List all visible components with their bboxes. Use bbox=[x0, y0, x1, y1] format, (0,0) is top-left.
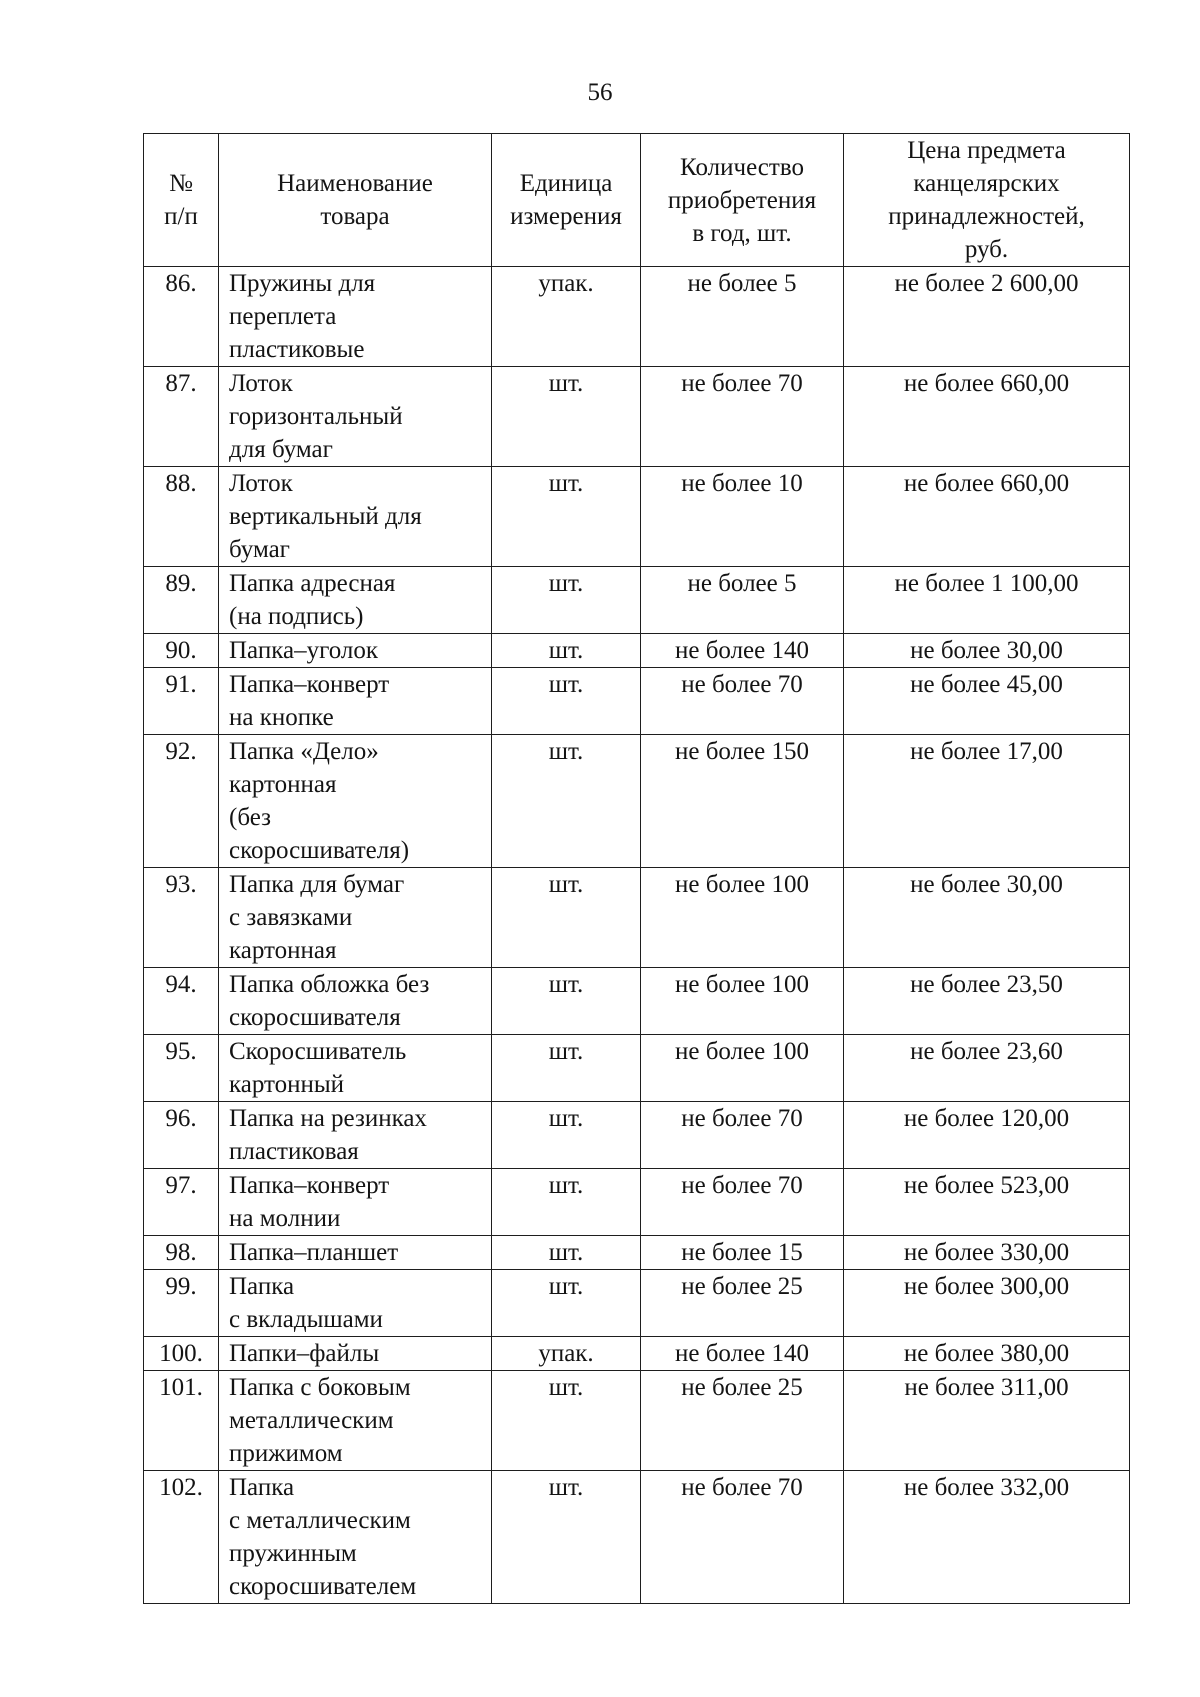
row-number-cell: 96. bbox=[144, 1102, 219, 1169]
price-cell: не более 1 100,00 bbox=[844, 567, 1130, 634]
stationery-table bbox=[143, 133, 1130, 1604]
quantity-cell: не более 25 bbox=[641, 1270, 844, 1337]
table-body bbox=[144, 267, 1130, 1604]
table-row bbox=[144, 968, 1130, 1035]
unit-cell: шт. bbox=[492, 567, 641, 634]
product-name-cell: Лоток вертикальный для бумаг bbox=[219, 467, 492, 567]
row-number-cell: 86. bbox=[144, 267, 219, 367]
price-cell: не более 120,00 bbox=[844, 1102, 1130, 1169]
header-unit: Единица измерения bbox=[492, 134, 641, 267]
quantity-cell: не более 70 bbox=[641, 1471, 844, 1604]
price-cell: не более 660,00 bbox=[844, 367, 1130, 467]
unit-cell: шт. bbox=[492, 1236, 641, 1270]
row-number-cell: 102. bbox=[144, 1471, 219, 1604]
product-name-cell: Папки–файлы bbox=[219, 1337, 492, 1371]
product-name-cell: Папка–конверт на кнопке bbox=[219, 668, 492, 735]
row-number-cell: 88. bbox=[144, 467, 219, 567]
table-row bbox=[144, 668, 1130, 735]
table-row bbox=[144, 1371, 1130, 1471]
unit-cell: шт. bbox=[492, 1270, 641, 1337]
table-row bbox=[144, 267, 1130, 367]
unit-cell: шт. bbox=[492, 668, 641, 735]
header-price: Цена предмета канцелярских принадлежностей, руб. bbox=[844, 134, 1130, 267]
row-number-cell: 94. bbox=[144, 968, 219, 1035]
row-number-cell: 97. bbox=[144, 1169, 219, 1236]
quantity-cell: не более 140 bbox=[641, 1337, 844, 1371]
product-name-cell: Папка–уголок bbox=[219, 634, 492, 668]
product-name-cell: Папка с металлическим пружинным скоросшивателем bbox=[219, 1471, 492, 1604]
unit-cell: шт. bbox=[492, 367, 641, 467]
product-name-cell: Папка «Дело» картонная (без скоросшивателя) bbox=[219, 735, 492, 868]
table-row bbox=[144, 1102, 1130, 1169]
quantity-cell: не более 70 bbox=[641, 1102, 844, 1169]
price-cell: не более 332,00 bbox=[844, 1471, 1130, 1604]
quantity-cell: не более 150 bbox=[641, 735, 844, 868]
product-name-cell: Папка обложка без скоросшивателя bbox=[219, 968, 492, 1035]
unit-cell: шт. bbox=[492, 1035, 641, 1102]
quantity-cell: не более 70 bbox=[641, 367, 844, 467]
unit-cell: шт. bbox=[492, 467, 641, 567]
row-number-cell: 98. bbox=[144, 1236, 219, 1270]
unit-cell: шт. bbox=[492, 1371, 641, 1471]
table-row bbox=[144, 868, 1130, 968]
unit-cell: упак. bbox=[492, 267, 641, 367]
quantity-cell: не более 140 bbox=[641, 634, 844, 668]
price-cell: не более 523,00 bbox=[844, 1169, 1130, 1236]
quantity-cell: не более 70 bbox=[641, 1169, 844, 1236]
page-number: 56 bbox=[587, 79, 613, 106]
product-name-cell: Скоросшиватель картонный bbox=[219, 1035, 492, 1102]
row-number-cell: 100. bbox=[144, 1337, 219, 1371]
product-name-cell: Папка–планшет bbox=[219, 1236, 492, 1270]
price-cell: не более 330,00 bbox=[844, 1236, 1130, 1270]
price-cell: не более 30,00 bbox=[844, 868, 1130, 968]
quantity-cell: не более 100 bbox=[641, 968, 844, 1035]
table-row bbox=[144, 735, 1130, 868]
row-number-cell: 101. bbox=[144, 1371, 219, 1471]
row-number-cell: 90. bbox=[144, 634, 219, 668]
table-row bbox=[144, 1337, 1130, 1371]
quantity-cell: не более 100 bbox=[641, 868, 844, 968]
price-cell: не более 17,00 bbox=[844, 735, 1130, 868]
price-cell: не более 660,00 bbox=[844, 467, 1130, 567]
product-name-cell: Лоток горизонтальный для бумаг bbox=[219, 367, 492, 467]
unit-cell: упак. bbox=[492, 1337, 641, 1371]
product-name-cell: Папка адресная (на подпись) bbox=[219, 567, 492, 634]
unit-cell: шт. bbox=[492, 868, 641, 968]
header-qty: Количество приобретения в год, шт. bbox=[641, 134, 844, 267]
row-number-cell: 87. bbox=[144, 367, 219, 467]
quantity-cell: не более 25 bbox=[641, 1371, 844, 1471]
table-row bbox=[144, 1169, 1130, 1236]
unit-cell: шт. bbox=[492, 1471, 641, 1604]
row-number-cell: 92. bbox=[144, 735, 219, 868]
quantity-cell: не более 5 bbox=[641, 267, 844, 367]
quantity-cell: не более 5 bbox=[641, 567, 844, 634]
header-name: Наименование товара bbox=[219, 134, 492, 267]
row-number-cell: 99. bbox=[144, 1270, 219, 1337]
price-cell: не более 300,00 bbox=[844, 1270, 1130, 1337]
product-name-cell: Папка на резинках пластиковая bbox=[219, 1102, 492, 1169]
table-row bbox=[144, 1035, 1130, 1102]
table-row bbox=[144, 1236, 1130, 1270]
unit-cell: шт. bbox=[492, 968, 641, 1035]
row-number-cell: 93. bbox=[144, 868, 219, 968]
table-row bbox=[144, 567, 1130, 634]
row-number-cell: 91. bbox=[144, 668, 219, 735]
product-name-cell: Папка для бумаг с завязками картонная bbox=[219, 868, 492, 968]
row-number-cell: 95. bbox=[144, 1035, 219, 1102]
table-row bbox=[144, 634, 1130, 668]
unit-cell: шт. bbox=[492, 1169, 641, 1236]
unit-cell: шт. bbox=[492, 735, 641, 868]
table-header-row bbox=[144, 134, 1130, 267]
product-name-cell: Папка с боковым металлическим прижимом bbox=[219, 1371, 492, 1471]
table-row bbox=[144, 467, 1130, 567]
product-name-cell: Пружины для переплета пластиковые bbox=[219, 267, 492, 367]
quantity-cell: не более 15 bbox=[641, 1236, 844, 1270]
table-row bbox=[144, 1270, 1130, 1337]
price-cell: не более 45,00 bbox=[844, 668, 1130, 735]
header-num: № п/п bbox=[144, 134, 219, 267]
product-name-cell: Папка–конверт на молнии bbox=[219, 1169, 492, 1236]
price-cell: не более 23,60 bbox=[844, 1035, 1130, 1102]
table-row bbox=[144, 1471, 1130, 1604]
price-cell: не более 2 600,00 bbox=[844, 267, 1130, 367]
unit-cell: шт. bbox=[492, 634, 641, 668]
price-cell: не более 311,00 bbox=[844, 1371, 1130, 1471]
unit-cell: шт. bbox=[492, 1102, 641, 1169]
quantity-cell: не более 10 bbox=[641, 467, 844, 567]
table-row bbox=[144, 367, 1130, 467]
price-cell: не более 23,50 bbox=[844, 968, 1130, 1035]
quantity-cell: не более 70 bbox=[641, 668, 844, 735]
price-cell: не более 380,00 bbox=[844, 1337, 1130, 1371]
quantity-cell: не более 100 bbox=[641, 1035, 844, 1102]
product-name-cell: Папка с вкладышами bbox=[219, 1270, 492, 1337]
price-cell: не более 30,00 bbox=[844, 634, 1130, 668]
row-number-cell: 89. bbox=[144, 567, 219, 634]
